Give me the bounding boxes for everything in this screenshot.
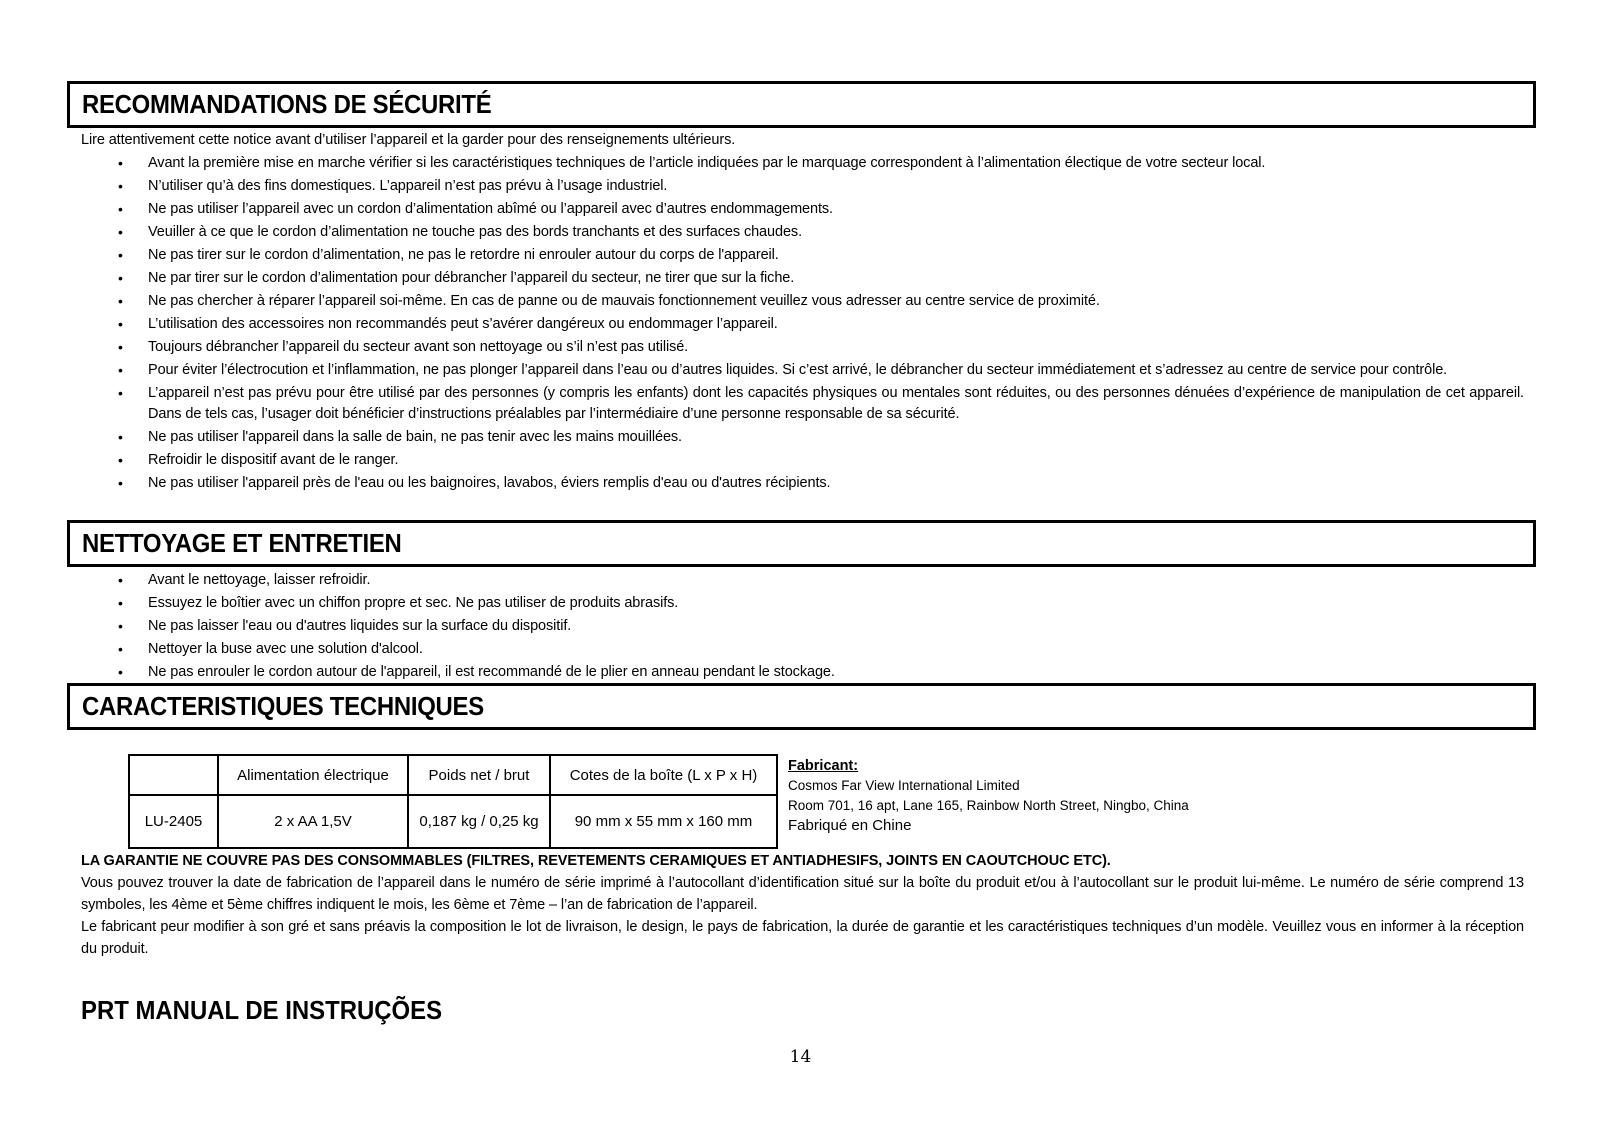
manufacturer-label: Fabricant: bbox=[788, 758, 859, 774]
manufacturer-origin: Fabriqué en Chine bbox=[788, 817, 912, 834]
safety-list bbox=[0, 153, 1601, 496]
list-item: • L’appareil n’est pas prévu pour être utilisé par des personnes (y compris les enfants) dont les capacités physiques ou mentales sont réduites, ou des personnes dénuées d’expérience de manipulation de cet appareil. Dans de tels cas, l’usager doit bénéficier d’instructions préalables par l’intermédiaire d’une personne responsable de sa sécurité. bbox=[0, 383, 1601, 425]
warranty-title: LA GARANTIE NE COUVRE PAS DES CONSOMMABLES (FILTRES, REVETEMENTS CERAMIQUES ET ANTIADHESIFS, JOINTS EN CAOUTCHOUC ETC). bbox=[81, 853, 1111, 869]
list-item: • Nettoyer la buse avec une solution d'alcool. bbox=[0, 639, 1601, 660]
prt-title-text: PRT MANUAL DE INSTRUÇÕES bbox=[81, 995, 443, 1025]
cleaning-section-header bbox=[67, 520, 1536, 567]
safety-title: RECOMMANDATIONS DE SÉCURITÉ bbox=[82, 89, 492, 119]
table-header-row bbox=[129, 755, 777, 795]
table-header-cell: Alimentation électrique bbox=[218, 755, 408, 795]
table-cell: 90 mm x 55 mm x 160 mm bbox=[550, 795, 777, 848]
list-item: • Ne pas laisser l'eau ou d'autres liquides sur la surface du dispositif. bbox=[0, 616, 1601, 637]
table-cell: LU-2405 bbox=[129, 795, 218, 848]
list-item: • L’utilisation des accessoires non recommandés peut s’avérer dangéreux ou endommager l’appareil. bbox=[0, 314, 1601, 335]
page-number: 14 bbox=[789, 1047, 812, 1067]
list-item: • Veuiller à ce que le cordon d’alimentation ne touche pas des bords tranchants et des surfaces chaudes. bbox=[0, 222, 1601, 243]
list-item: • Refroidir le dispositif avant de le ranger. bbox=[0, 450, 1601, 471]
safety-section-header bbox=[67, 81, 1536, 128]
warranty-paragraph-2: Le fabricant peur modifier à son gré et sans préavis la composition le lot de livraison, le design, le pays de fabrication, la durée de garantie et les caractéristiques techniques d’un modèle. Veuillez vous en informer à la réception du produit. bbox=[81, 919, 1524, 957]
list-item: • Ne pas utiliser l'appareil dans la salle de bain, ne pas tenir avec les mains mouillées. bbox=[0, 427, 1601, 448]
prt-section-title bbox=[81, 993, 473, 1027]
warranty-paragraph-1: Vous pouvez trouver la date de fabrication de l’appareil dans le numéro de série imprimé à l’autocollant d’identification situé sur la boîte du produit et/ou à l’autocollant sur le produit lui-même. Le numéro de série comprend 13 symboles, les 4ème et 5ème chiffres indiquent le mois, les 6ème et 7ème – l’an de fabrication de l’appareil. bbox=[81, 875, 1524, 913]
table-header-cell bbox=[129, 755, 218, 795]
list-item: • Avant le nettoyage, laisser refroidir. bbox=[0, 570, 1601, 591]
specs-table bbox=[128, 754, 778, 849]
cleaning-list bbox=[0, 570, 1601, 685]
list-item: • Pour éviter l’électrocution et l’inflammation, ne pas plonger l’appareil dans l’eau ou d’autres liquides. Si c’est arrivé, le débrancher du secteur immédiatement et s’adressez au centre de service pour contrôle. bbox=[0, 360, 1601, 381]
table-header-cell: Cotes de la boîte (L x P x H) bbox=[550, 755, 777, 795]
specs-title: CARACTERISTIQUES TECHNIQUES bbox=[82, 691, 484, 721]
table-cell: 2 x AA 1,5V bbox=[218, 795, 408, 848]
list-item: • Ne pas chercher à réparer l’appareil soi-même. En cas de panne ou de mauvais fonctionnement veuillez vous adresser au centre service de proximité. bbox=[0, 291, 1601, 312]
specs-section-header bbox=[67, 683, 1536, 730]
table-header-cell: Poids net / brut bbox=[408, 755, 550, 795]
list-item: • Avant la première mise en marche vérifier si les caractéristiques techniques de l’article indiquées par le marquage correspondent à l’alimentation électique de votre secteur local. bbox=[0, 153, 1601, 174]
list-item: • Essuyez le boîtier avec un chiffon propre et sec. Ne pas utiliser de produits abrasifs. bbox=[0, 593, 1601, 614]
manufacturer-name: Cosmos Far View International Limited bbox=[788, 778, 1020, 793]
list-item: • Ne pas tirer sur le cordon d’alimentation, ne pas le retordre ni enrouler autour du corps de l'appareil. bbox=[0, 245, 1601, 266]
table-cell: 0,187 kg / 0,25 kg bbox=[408, 795, 550, 848]
list-item: • Ne pas utiliser l'appareil près de l'eau ou les baignoires, lavabos, éviers remplis d'eau ou d'autres récipients. bbox=[0, 473, 1601, 494]
list-item: • Ne par tirer sur le cordon d’alimentation pour débrancher l’appareil du secteur, ne tirer que sur la fiche. bbox=[0, 268, 1601, 289]
list-item: • N’utiliser qu’à des fins domestiques. L’appareil n’est pas prévu à l’usage industriel. bbox=[0, 176, 1601, 197]
manufacturer-address: Room 701, 16 apt, Lane 165, Rainbow North Street, Ningbo, China bbox=[788, 798, 1189, 813]
table-row bbox=[129, 795, 777, 848]
list-item: • Ne pas utiliser l’appareil avec un cordon d’alimentation abîmé ou l’appareil avec d’autres endommagements. bbox=[0, 199, 1601, 220]
list-item: • Toujours débrancher l’appareil du secteur avant son nettoyage ou s’il n’est pas utilisé. bbox=[0, 337, 1601, 358]
safety-intro: Lire attentivement cette notice avant d’utiliser l’appareil et la garder pour des renseignements ultérieurs. bbox=[81, 132, 736, 148]
manufacturer-info bbox=[788, 756, 1189, 836]
list-item: • Ne pas enrouler le cordon autour de l'appareil, il est recommandé de le plier en anneau pendant le stockage. bbox=[0, 662, 1601, 683]
cleaning-title: NETTOYAGE ET ENTRETIEN bbox=[82, 528, 402, 558]
